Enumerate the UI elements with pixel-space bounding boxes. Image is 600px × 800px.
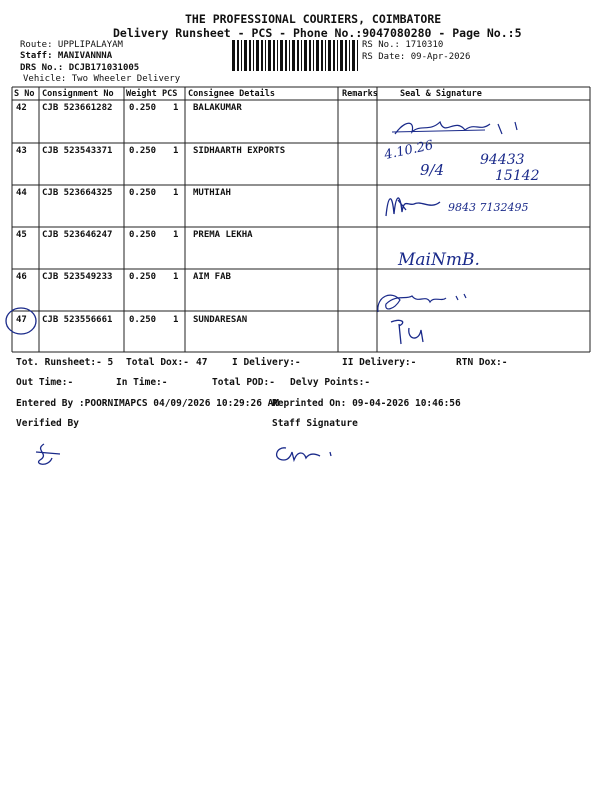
staff-signature-mark: [270, 438, 340, 468]
col-header-consignment: Consignment No: [42, 89, 114, 99]
col-header-seal: Seal & Signature: [400, 89, 482, 99]
row-pcs: 1: [173, 188, 179, 198]
row-consignment: CJB 523543371: [42, 146, 113, 156]
entered-by: Entered By :POORNIMAPCS 04/09/2026 10:29:26 AM: [16, 398, 280, 409]
handwritten-note-row43: 4.10.26: [382, 138, 435, 163]
row-consignment: CJB 523661282: [42, 103, 113, 113]
row-consignee: BALAKUMAR: [193, 103, 242, 113]
ii-delivery: II Delivery:-: [342, 357, 417, 368]
total-dox-value: 47: [196, 357, 208, 368]
handwritten-phone-row43-a: 94433: [480, 152, 525, 168]
staff-label: Staff: MANIVANNNA: [20, 51, 113, 61]
signature-row44: [378, 186, 458, 222]
rtn-dox: RTN Dox:-: [456, 357, 508, 368]
col-header-remarks: Remarks: [342, 89, 378, 99]
rs-no-label: RS No.: 1710310: [362, 40, 444, 50]
row-consignment: CJB 523664325: [42, 188, 113, 198]
row-pcs: 1: [173, 230, 179, 240]
row-weight: 0.250: [129, 272, 157, 282]
route-label: Route: UPPLIPALAYAM: [20, 40, 123, 50]
row-sno: 46: [16, 272, 27, 282]
out-time: Out Time:-: [16, 377, 74, 388]
row-consignee: MUTHIAH: [193, 188, 231, 198]
row-pcs: 1: [173, 315, 179, 325]
reprinted-on: Reprinted On: 09-04-2026 10:46:56: [272, 398, 461, 409]
row-pcs: 1: [173, 103, 179, 113]
drs-label: DRS No.: DCJB171031005: [20, 63, 140, 73]
verified-by: Verified By: [16, 418, 79, 429]
row-consignment: CJB 523556661: [42, 315, 113, 325]
row-sno: 42: [16, 103, 27, 113]
runsheet-subtitle: Delivery Runsheet - PCS - Phone No.:9047080280 - Page No.:5: [113, 26, 522, 40]
signature-row42: [390, 112, 530, 144]
row-consignee: SIDHAARTH EXPORTS: [193, 146, 286, 156]
col-header-weight: Weight: [126, 89, 157, 99]
i-delivery: I Delivery:-: [232, 357, 301, 368]
row-consignee: PREMA LEKHA: [193, 230, 253, 240]
staff-signature: Staff Signature: [272, 418, 358, 429]
row-weight: 0.250: [129, 146, 157, 156]
vehicle-label: Vehicle: Two Wheeler Delivery: [23, 74, 181, 84]
signature-row47: [385, 312, 445, 348]
row-consignment: CJB 523646247: [42, 230, 113, 240]
row-pcs: 1: [173, 272, 179, 282]
rs-date-label: RS Date: 09-Apr-2026: [362, 52, 471, 62]
row-sno: 45: [16, 230, 27, 240]
delvy-points: Delvy Points:-: [290, 377, 371, 388]
verified-signature: [30, 440, 70, 470]
row-sno: 44: [16, 188, 27, 198]
row-sno: 43: [16, 146, 27, 156]
row-weight: 0.250: [129, 103, 157, 113]
handwritten-date-row43: 9/4: [420, 161, 445, 179]
row-sno: 47: [16, 315, 27, 325]
signature-row45: MaiNmB.: [398, 250, 480, 270]
tot-runsheet: Tot. Runsheet:- 5: [16, 357, 114, 368]
row-consignment: CJB 523549233: [42, 272, 113, 282]
in-time: In Time:-: [116, 377, 168, 388]
company-title: THE PROFESSIONAL COURIERS, COIMBATORE: [185, 12, 442, 26]
row-pcs: 1: [173, 146, 179, 156]
row-weight: 0.250: [129, 230, 157, 240]
total-dox-label: Total Dox:-: [126, 357, 189, 368]
row-consignee: SUNDARESAN: [193, 315, 248, 325]
total-pod: Total POD:-: [212, 377, 275, 388]
row-weight: 0.250: [129, 315, 157, 325]
col-header-pcs: PCS: [162, 89, 178, 99]
handwritten-phone-row43-b: 15142: [495, 168, 540, 184]
col-header-sno: S No: [14, 89, 35, 99]
row-weight: 0.250: [129, 188, 157, 198]
col-header-consignee: Consignee Details: [188, 89, 275, 99]
circle-mark: [3, 304, 43, 338]
row-consignee: AIM FAB: [193, 272, 231, 282]
handwritten-phone-row44: 9843 7132495: [448, 201, 529, 214]
